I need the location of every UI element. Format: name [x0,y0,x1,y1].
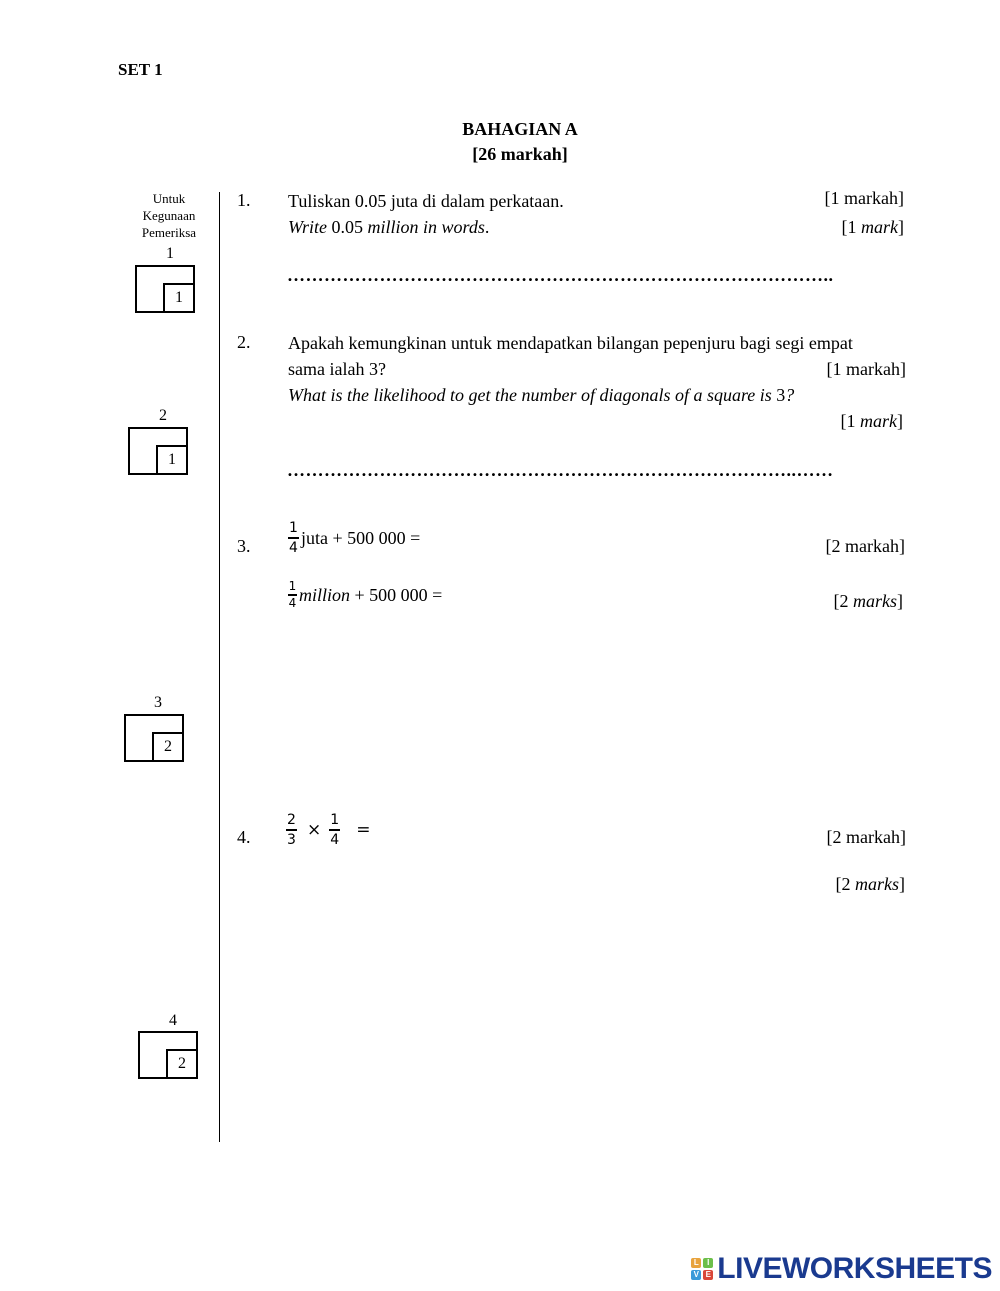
score-box-value-1[interactable]: 1 [163,283,195,313]
question-2-malay-line2: sama ialah 3? [288,359,386,379]
fraction: $\frac{1}{4}$ [288,579,297,610]
question-2-malay-line1: Apakah kemungkinan untuk mendapatkan bilangan pepenjuru bagi segi empat [288,333,853,353]
set-label: SET 1 [118,60,163,79]
question-1-english-mark: [1 mark] [841,217,904,237]
question-number: 4. [237,827,251,847]
question-2-answer-line[interactable]: ………………………………………………………………………..…… [287,460,834,480]
question-2-english-mark: [1 mark] [840,411,903,431]
question-4-malay-mark: [2 markah] [826,827,906,847]
fraction: $\frac{2}{3}$ [287,812,296,848]
section-title: BAHAGIAN A [462,119,578,139]
examiner-use-label: Untuk Kegunaan Pemeriksa [141,191,197,240]
question-3-malay: $\frac{1}{4}$ juta + 500 000 = [289,520,421,556]
score-box-value-2[interactable]: 1 [156,445,188,475]
score-box-1 [135,265,195,313]
question-1-malay: Tuliskan 0.05 juta di dalam perkataan. [288,191,564,211]
question-3-english-mark: [2 marks] [833,591,903,611]
score-box-3 [124,714,184,762]
logo-icon: L I V E [691,1258,713,1280]
question-number: 2. [237,332,251,352]
score-box-label-2: 2 [159,407,167,424]
question-4-expression: $\frac{2}{3}$ × $\frac{1}{4}$ = [287,812,371,848]
fraction: $\frac{1}{4}$ [330,812,340,848]
question-number: 3. [237,536,251,556]
question-1-english: Write 0.05 million in words. [288,217,490,237]
question-2-malay-mark: [1 markah] [826,359,906,379]
question-2-english: What is the likelihood to get the number of diagonals of a square is 3? [288,385,795,405]
question-3-malay-mark: [2 markah] [825,536,905,556]
liveworksheets-logo: L I V E LIVEWORKSHEETS [691,1252,992,1286]
score-box-label-4: 4 [169,1012,177,1029]
margin-divider [219,192,220,1142]
score-box-value-3[interactable]: 2 [152,732,184,762]
score-box-2 [128,427,188,475]
question-1-answer-line[interactable]: …………………………………………………………………………….. [287,265,834,285]
fraction: $\frac{1}{4}$ [289,520,298,556]
score-box-4 [138,1031,198,1079]
question-number: 1. [237,190,251,210]
question-4-english-mark: [2 marks] [835,874,905,894]
question-1-malay-mark: [1 markah] [824,188,904,208]
question-3-english: $\frac{1}{4}$ million + 500 000 = [288,579,443,610]
score-box-label-1: 1 [166,245,174,262]
score-box-value-4[interactable]: 2 [166,1049,198,1079]
section-total-marks: [26 markah] [472,144,568,164]
score-box-label-3: 3 [154,694,162,711]
